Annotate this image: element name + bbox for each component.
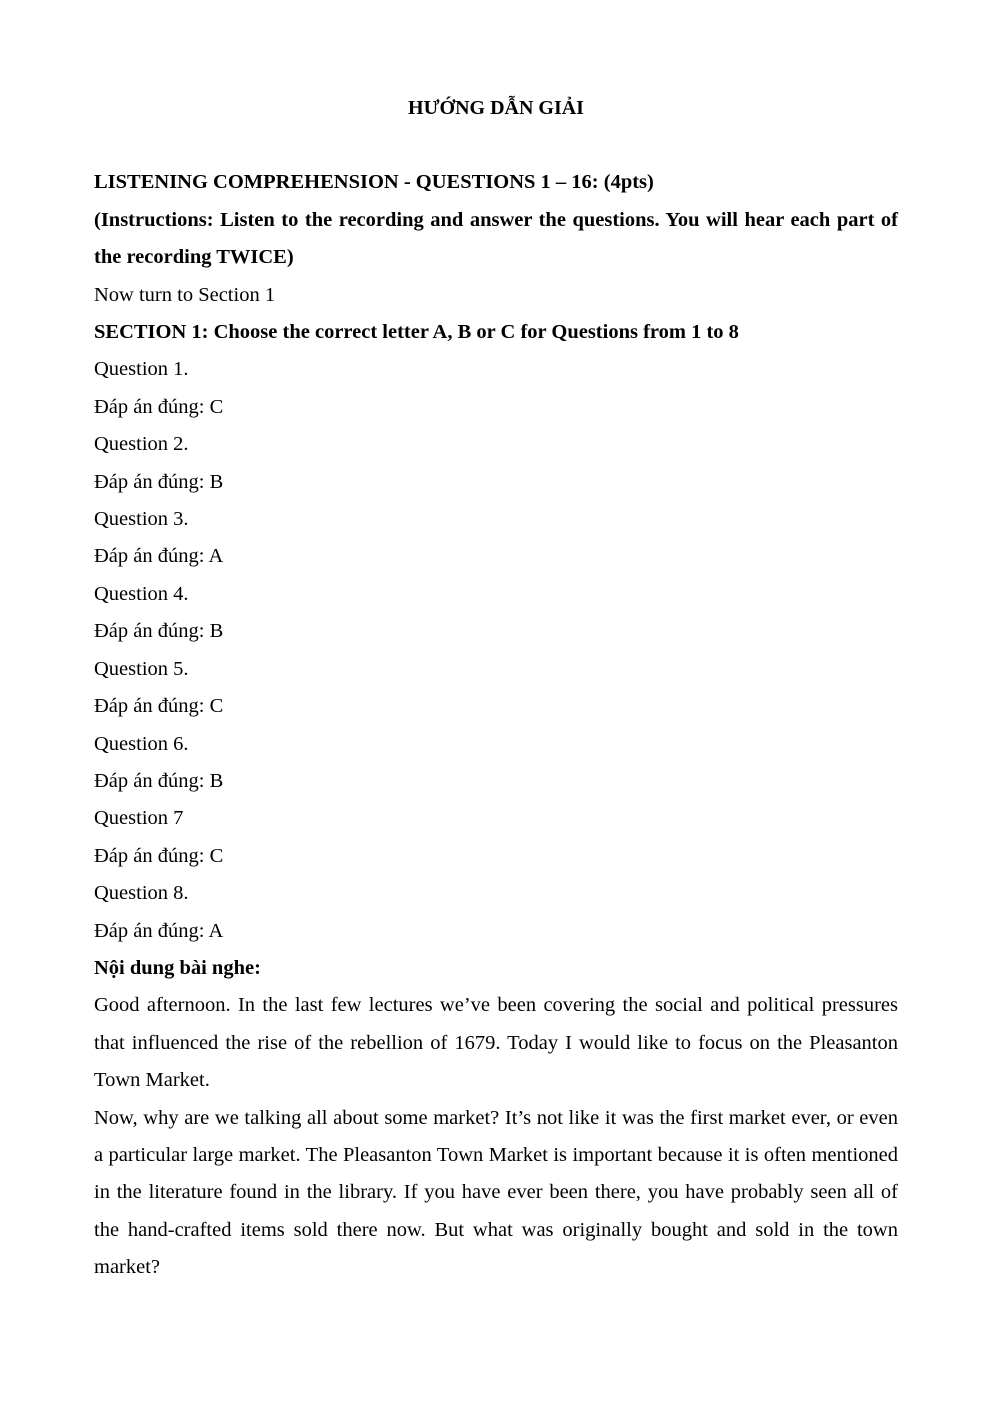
question-answer: Đáp án đúng: B [94,620,224,643]
question-answer: Đáp án đúng: B [94,769,224,792]
question-answer: Đáp án đúng: C [94,695,224,718]
question-label: Question 4. [94,582,189,605]
question-label: Question 1. [94,358,189,381]
section-heading: LISTENING COMPREHENSION - QUESTIONS 1 – 16: (4pts) [94,171,654,194]
question-answer: Đáp án đúng: A [94,919,224,942]
question-label: Question 7 [94,807,184,830]
question-label: Question 8. [94,882,189,905]
transcript-heading: Nội dung bài nghe: [94,956,261,979]
transcript-paragraph: Now, why are we talking all about some market? It’s not like it was the first market ever, or even a particular large market. The Pleasanton Town Market is important because it is often mentioned in the literature found in the library. If you have ever been there, you have probably seen all of the hand-crafted items sold there now. But what was originally bought and sold in the town market? [94,1106,898,1279]
transcript-paragraph: Good afternoon. In the last few lectures we’ve been covering the social and political pressures that influenced the rise of the rebellion of 1679. Today I would like to focus on the Pleasanton Town Market. [94,994,898,1092]
question-answer: Đáp án đúng: A [94,545,224,568]
section1-heading: SECTION 1: Choose the correct letter A, B or C for Questions from 1 to 8 [94,321,739,344]
document-content [94,90,898,1287]
turn-to-section: Now turn to Section 1 [94,283,276,306]
question-answer: Đáp án đúng: C [94,844,224,867]
question-label: Question 5. [94,657,189,680]
question-label: Question 3. [94,508,189,531]
question-label: Question 2. [94,433,189,456]
instructions: (Instructions: Listen to the recording and answer the questions. You will hear each part of the recording TWICE) [94,208,898,269]
question-answer: Đáp án đúng: B [94,470,224,493]
question-answer: Đáp án đúng: C [94,395,224,418]
question-label: Question 6. [94,732,189,755]
document-title: HƯỚNG DẪN GIẢI [408,97,584,119]
